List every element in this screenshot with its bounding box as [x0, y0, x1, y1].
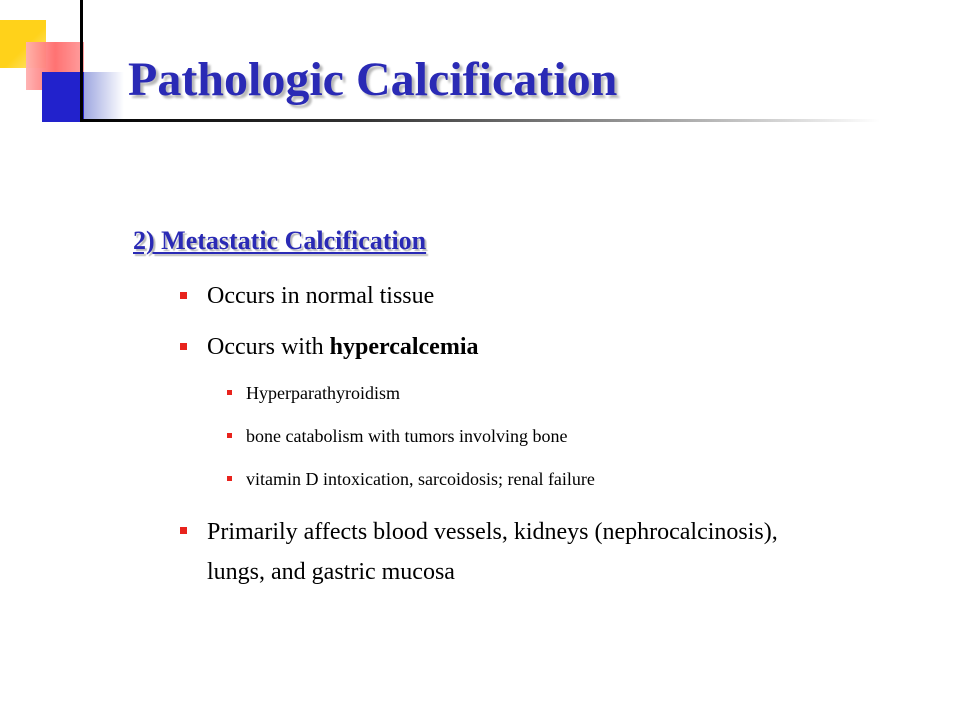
- bullet-text: Occurs in normal tissue: [207, 283, 435, 309]
- title-underline-rule: [80, 119, 880, 122]
- sub-bullet-item: [227, 380, 400, 406]
- square-bullet-icon: [227, 390, 232, 395]
- square-bullet-icon: [180, 527, 187, 534]
- bullet-emphasis: hypercalcemia: [329, 334, 479, 360]
- bullet-item: [180, 328, 479, 366]
- square-bullet-icon: [227, 476, 232, 481]
- sub-bullet-text: vitamin D intoxication, sarcoidosis; renal failure: [246, 469, 595, 489]
- sub-bullet-item: [227, 466, 595, 492]
- blue-fade-decoration: [84, 72, 124, 122]
- sub-bullet-text: bone catabolism with tumors involving bone: [246, 426, 568, 446]
- sub-bullet-text: Hyperparathyroidism: [246, 383, 400, 403]
- square-bullet-icon: [180, 292, 187, 299]
- slide-title: Pathologic Calcification: [128, 53, 618, 106]
- vertical-rule: [80, 0, 83, 122]
- blue-square-decoration: [42, 72, 84, 122]
- section-heading: 2) Metastatic Calcification: [133, 226, 427, 255]
- sub-bullet-item: [227, 423, 567, 449]
- square-bullet-icon: [180, 343, 187, 350]
- square-bullet-icon: [227, 433, 232, 438]
- bullet-text: Primarily affects blood vessels, kidneys (nephrocalcinosis), lungs, and gastric mucosa: [207, 519, 778, 585]
- bullet-item: [180, 512, 787, 592]
- bullet-text: [207, 328, 479, 366]
- bullet-text-prefix: Occurs with: [207, 334, 330, 360]
- bullet-item: [180, 277, 434, 315]
